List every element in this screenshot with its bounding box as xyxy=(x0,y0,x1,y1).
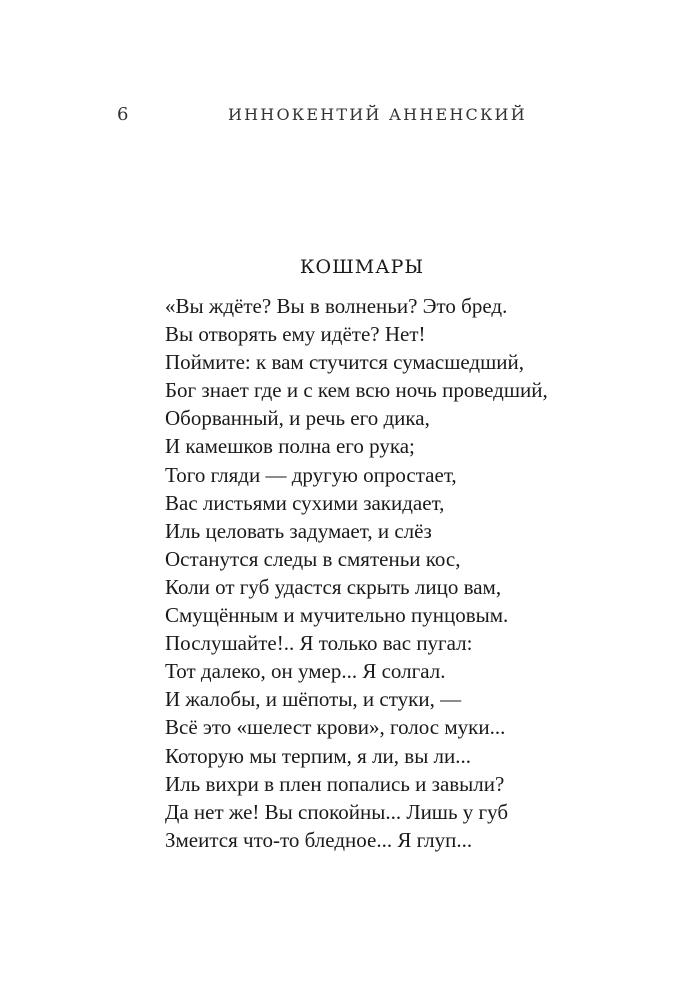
poem-line: Смущённым и мучительно пунцовым. xyxy=(165,603,509,628)
poem-line: Иль вихри в плен попались и завыли? xyxy=(165,771,505,796)
poem-body xyxy=(165,292,585,854)
page-number: 6 xyxy=(117,104,129,125)
running-head-author: ИННОКЕНТИЙ АННЕНСКИЙ xyxy=(228,105,527,124)
poem-line: Послушайте!.. Я только вас пугал: xyxy=(165,631,473,656)
poem-line: Всё это «шелест крови», голос муки... xyxy=(165,715,506,740)
poem-line: Вы отворять ему идёте? Нет! xyxy=(165,322,426,347)
poem-line: Останутся следы в смятеньи кос, xyxy=(165,546,461,571)
poem-line: Того гляди — другую опростает, xyxy=(165,462,457,487)
poem-line: И жалобы, и шёпоты, и стуки, — xyxy=(165,687,462,712)
poem-line: Коли от губ удастся скрыть лицо вам, xyxy=(165,574,502,599)
poem-line: Вас листьями сухими закидает, xyxy=(165,490,445,515)
poem-line: «Вы ждёте? Вы в волненьи? Это бред. xyxy=(165,294,508,318)
poem-title: КОШМАРЫ xyxy=(299,256,425,278)
poem-line: Оборванный, и речь его дика, xyxy=(165,406,430,431)
poem-line: И камешков полна его рука; xyxy=(165,434,415,459)
poem-line: Тот далеко, он умер... Я солгал. xyxy=(165,659,446,684)
poem-line: Иль целовать задумает, и слёз xyxy=(165,518,432,543)
poem-line: Поймите: к вам стучится сумасшедший, xyxy=(165,350,524,375)
poem-line: Да нет же! Вы спокойны... Лишь у губ xyxy=(165,799,509,824)
poem-line: Которую мы терпим, я ли, вы ли... xyxy=(165,743,472,768)
poem-line: Змеится что-то бледное... Я глуп... xyxy=(165,827,473,852)
running-head xyxy=(0,104,700,128)
poem-line: Бог знает где и с кем всю ночь проведший, xyxy=(165,378,548,403)
